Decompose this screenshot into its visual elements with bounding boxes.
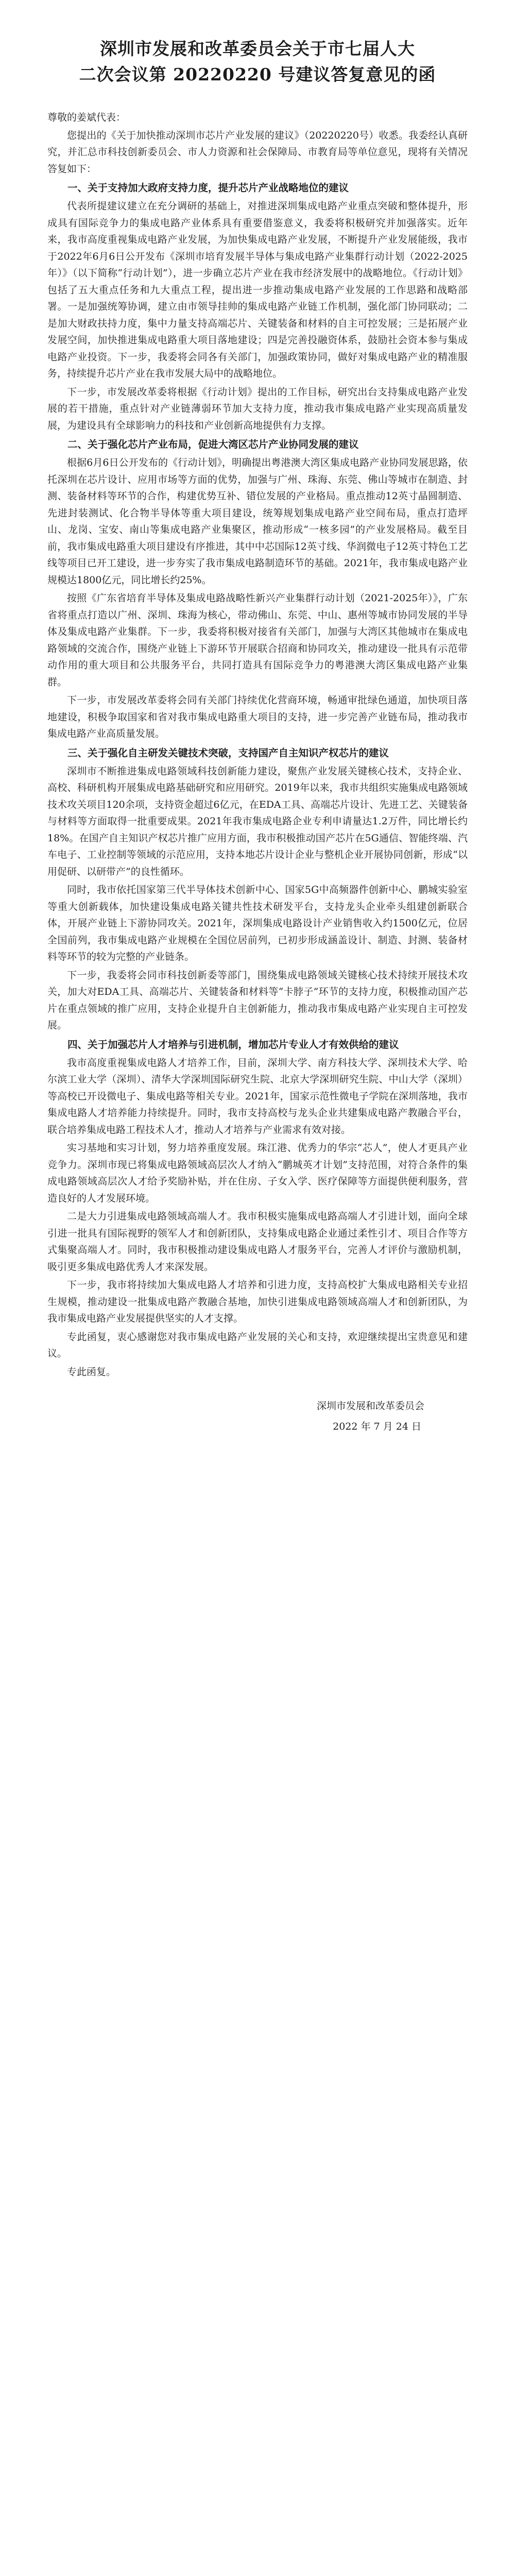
section-1 bbox=[47, 179, 468, 434]
section-paragraph: 我市高度重视集成电路人才培养工作，目前，深圳大学、南方科技大学、深圳技术大学、哈尔滨工业大学（深圳）、清华大学深圳国际研究生院、北京大学深圳研究生院、中山大学（深圳）等高校已开设微电子、集成电路等相关专业。2021年，国家示范性微电子学院在深圳落地，我市集成电路人才培养能力持续提升。同时，我市支持高校与龙头企业共建集成电路产教融合平台，联合培养集成电路工程技术人才，推动人才培养与产业需求有效对接。 bbox=[47, 1057, 468, 1136]
section-paragraph: 同时，我市依托国家第三代半导体技术创新中心、国家5G中高频器件创新中心、鹏城实验室等重大创新载体，加快建设集成电路关键共性技术研发平台，支持龙头企业牵头组建创新联合体，开展产业链上下游协同攻关。2021年，深圳集成电路设计产业销售收入约1500亿元，位居全国前列，我市集成电路产业规模在全国位居前列，已初步形成涵盖设计、制造、封测、装备材料等环节的较为完整的产业链条。 bbox=[47, 884, 468, 962]
section-paragraph: 专此函复，衷心感谢您对我市集成电路产业发展的关心和支持，欢迎继续提出宝贵意见和建议。 bbox=[47, 1331, 468, 1359]
section-heading: 三、关于强化自主研发关键技术突破，支持国产自主知识产权芯片的建议 bbox=[67, 747, 389, 759]
signature-organization: 深圳市发展和改革委员会 bbox=[316, 1400, 424, 1412]
section-heading: 二、关于强化芯片产业布局，促进大湾区芯片产业协同发展的建议 bbox=[67, 438, 359, 450]
section-paragraph: 下一步，市发展改革委将会同有关部门持续优化营商环境，畅通审批绿色通道，加快项目落地建设，积极争取国家和省对我市集成电路重大项目的支持，进一步完善产业链布局，推动我市集成电路产业高质量发展。 bbox=[47, 694, 468, 739]
section-paragraph: 代表所提建议建立在充分调研的基础上，对推进深圳集成电路产业重点突破和整体提升，形成具有国际竞争力的集成电路产业体系具有重要借鉴意义，我委将积极研究并加强落实。近年来，我市高度重视集成电路产业发展，为加快集成电路产业发展，不断提升产业发展能级，我市于2022年6月6日公开发布《深圳市培育发展半导体与集成电路产业集群行动计划（2022-2025年）》（以下简称“行动计划”），进一步确立芯片产业在我市经济发展中的战略地位。《行动计划》包括了五大重点任务和九大重点工程，提出进一步推动集成电路产业发展的工作思路和战略部署。一是加强统筹协调，建立由市领导挂帅的集成电路产业链工作机制，强化部门协同联动；二是加大财政扶持力度，集中力量支持高端芯片、关键装备和材料的自主可控发展；三是拓展产业发展空间，加快推进集成电路重大项目落地建设；四是完善投融资体系，鼓励社会资本参与集成电路产业投资。下一步，我委将会同各有关部门，加强政策协同，做好对集成电路产业的精准服务，持续提升芯片产业在我市发展大局中的战略地位。 bbox=[47, 200, 468, 379]
section-3 bbox=[47, 744, 468, 1034]
intro-paragraph: 您提出的《关于加快推动深圳市芯片产业发展的建议》（20220220号）收悉。我委经认真研究，并汇总市科技创新委员会、市人力资源和社会保障局、市教育局等单位意见，现将有关情况答复如下： bbox=[47, 129, 468, 175]
signature-date: 2022 年 7 月 24 日 bbox=[333, 1421, 421, 1432]
section-paragraph: 下一步，我委将会同市科技创新委等部门，围绕集成电路领域关键核心技术持续开展技术攻关，加大对EDA工具、高端芯片、关键装备和材料等“卡脖子”环节的支持力度，积极推动国产芯片在重点领域的推广应用，支持企业提升自主创新能力，推动我市集成电路产业实现自主可控发展。 bbox=[47, 969, 468, 1031]
section-paragraph: 按照《广东省培育半导体及集成电路战略性新兴产业集群行动计划（2021-2025年）》，广东省将重点打造以广州、深圳、珠海为核心，带动佛山、东莞、中山、惠州等城市协同发展的半导体及集成电路产业集群。下一步，我委将积极对接省有关部门，加强与大湾区其他城市在集成电路领域的交流合作，围绕产业链上下游环节开展联合招商和协同攻关，推动建设一批具有示范带动作用的重大项目和公共服务平台，共同打造具有国际竞争力的粤港澳大湾区集成电路产业集群。 bbox=[47, 592, 468, 688]
section-2 bbox=[47, 436, 468, 742]
section-paragraph: 二是大力引进集成电路领域高端人才。我市积极实施集成电路高端人才引进计划，面向全球引进一批具有国际视野的领军人才和创新团队，支持集成电路企业通过柔性引才、项目合作等方式集聚高端人才。同时，我市积极推动建设集成电路人才服务平台，完善人才评价与激励机制，吸引更多集成电路优秀人才来深发展。 bbox=[47, 1211, 468, 1273]
section-heading: 四、关于加强芯片人才培养与引进机制，增加芯片专业人才有效供给的建议 bbox=[67, 1038, 399, 1050]
section-paragraph: 下一步，我市将持续加大集成电路人才培养和引进力度，支持高校扩大集成电路相关专业招生规模，推动建设一批集成电路产教融合基地，加快引进集成电路领域高端人才和创新团队，为我市集成电路产业发展提供坚实的人才支撑。 bbox=[47, 1279, 468, 1324]
section-heading: 一、关于支持加大政府支持力度，提升芯片产业战略地位的建议 bbox=[67, 182, 349, 194]
section-paragraph: 深圳市不断推进集成电路领域科技创新能力建设，聚焦产业发展关键核心技术，支持企业、高校、科研机构开展集成电路基础研究和应用研究。2019年以来，我市共组织实施集成电路领域技术攻关项目120余项，支持资金超过6亿元，在EDA工具、高端芯片设计、先进工艺、关键装备与材料等方面取得一批重要成果。2021年我市集成电路企业专利申请量达1.2万件，同比增长约18%。在国产自主知识产权芯片推广应用方面，我市积极推动国产芯片在5G通信、智能终端、汽车电子、工业控制等领域的示范应用，支持本地芯片设计企业与整机企业开展协同创新，形成“以用促研、以研带产”的良性循环。 bbox=[47, 765, 468, 877]
title-line-2: 二次会议第 20220220 号建议答复意见的函 bbox=[79, 64, 436, 84]
title-line-1: 深圳市发展和改革委员会关于市七届人大 bbox=[100, 39, 415, 59]
section-paragraph: 下一步，市发展改革委将根据《行动计划》提出的工作目标，研究出台支持集成电路产业发展的若干措施，重点针对产业链薄弱环节加大支持力度，推动我市集成电路产业实现高质量发展，为建设具有全球影响力的科技和产业创新高地提供有力支撑。 bbox=[47, 386, 468, 431]
closing-line: 专此函复。 bbox=[67, 1366, 116, 1378]
section-paragraph: 实习基地和实习计划，努力培养重度发展。珠江港、优秀力的华宗“芯人”，使人才更具产业竞争力。深圳市现已将集成电路领域高层次人才纳入“鹏城英才计划”支持范围，对符合条件的集成电路领域高层次人才给予奖励补贴，并在住房、子女入学、医疗保障等方面提供便利服务，营造良好的人才发展环境。 bbox=[47, 1142, 468, 1204]
document-title bbox=[47, 36, 468, 88]
section-paragraph: 根据6月6日公开发布的《行动计划》，明确提出粤港澳大湾区集成电路产业协同发展思路，依托深圳在芯片设计、应用市场等方面的优势，加强与广州、珠海、东莞、佛山等城市在制造、封测、装备材料等环节的合作，构建优势互补、错位发展的产业格局。重点推动12英寸晶圆制造、先进封装测试、化合物半导体等重大项目建设，统筹规划集成电路产业空间布局，重点打造坪山、龙岗、宝安、南山等集成电路产业集聚区，推动形成“一核多园”的产业发展格局。截至目前，我市集成电路重大项目建设有序推进，其中中芯国际12英寸线、华润微电子12英寸特色工艺线等项目已开工建设，进一步夯实了我市集成电路制造环节的基础。2021年，我市集成电路产业规模达1800亿元，同比增长约25%。 bbox=[47, 457, 468, 586]
section-4 bbox=[47, 1036, 468, 1362]
salutation: 尊敬的姜斌代表： bbox=[47, 112, 126, 123]
